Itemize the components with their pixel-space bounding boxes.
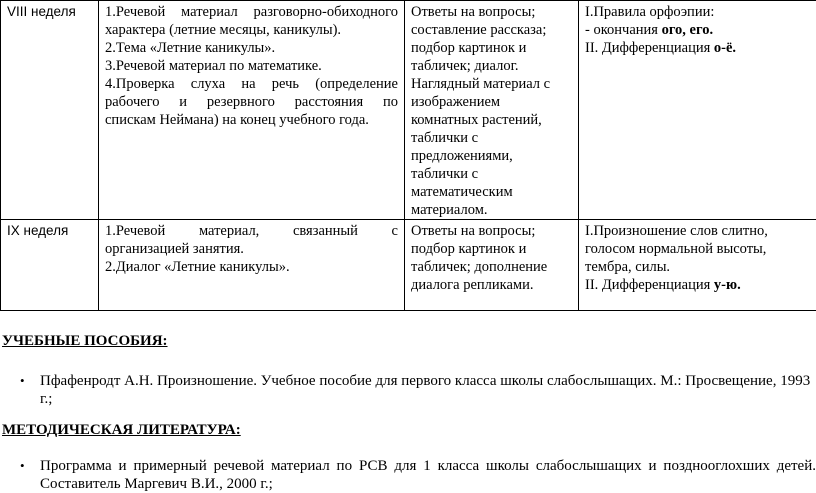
material-line: характера (летние месяцы, каникулы). bbox=[105, 21, 398, 39]
pronunciation-line bbox=[585, 21, 810, 39]
list-item-line: Составитель Маргевич В.И., 2000 г.; bbox=[40, 475, 816, 493]
material-cell bbox=[99, 220, 405, 311]
activity-line: диалога репликами. bbox=[411, 276, 572, 294]
activity-line: подбор картинок и bbox=[411, 240, 572, 258]
activity-line: комнатных растений, bbox=[411, 111, 572, 129]
list-item-line: Пфафенродт А.Н. Произношение. Учебное пособие для первого класса школы слабослышащих. М.: Просвещение, 1993 bbox=[40, 372, 816, 390]
pronunciation-text: II. Дифференциация bbox=[585, 277, 714, 293]
pronunciation-line bbox=[585, 276, 810, 294]
week-cell: IX неделя bbox=[1, 220, 99, 311]
activity-line: математическим bbox=[411, 183, 572, 201]
literature-heading: МЕТОДИЧЕСКАЯ ЛИТЕРАТУРА: bbox=[2, 421, 241, 439]
pronunciation-line: голосом нормальной высоты, bbox=[585, 240, 810, 258]
material-line: 4.Проверка слуха на речь (определение bbox=[105, 75, 398, 93]
material-cell bbox=[99, 1, 405, 220]
pronunciation-bold: ого, его. bbox=[662, 22, 714, 38]
activity-line: предложениями, bbox=[411, 147, 572, 165]
activity-line: составление рассказа; bbox=[411, 21, 572, 39]
activity-cell bbox=[405, 220, 579, 311]
activity-line: материалом. bbox=[411, 201, 572, 219]
textbooks-heading: УЧЕБНЫЕ ПОСОБИЯ: bbox=[2, 332, 168, 350]
activity-line: таблички с bbox=[411, 129, 572, 147]
pronunciation-text: II. Дифференциация bbox=[585, 40, 714, 56]
list-item-line: г.; bbox=[40, 390, 816, 408]
list-item-text bbox=[40, 457, 816, 493]
pronunciation-line bbox=[585, 39, 810, 57]
material-line: спискам Неймана) на конец учебного года. bbox=[105, 111, 398, 129]
list-item-line: Программа и примерный речевой материал по РСВ для 1 класса школы слабослышащих и позднооглохших детей. bbox=[40, 457, 816, 475]
material-line: рабочего и резервного расстояния по bbox=[105, 93, 398, 111]
list-item-text bbox=[40, 372, 816, 408]
material-line: 1.Речевой материал разговорно-обиходного bbox=[105, 3, 398, 21]
activity-line: изображением bbox=[411, 93, 572, 111]
pronunciation-text: - окончания bbox=[585, 22, 662, 38]
pronunciation-line: тембра, силы. bbox=[585, 258, 810, 276]
pronunciation-bold: о-ё. bbox=[714, 40, 736, 56]
activity-line: Наглядный материал с bbox=[411, 75, 572, 93]
activity-cell bbox=[405, 1, 579, 220]
material-line: 2.Диалог «Летние каникулы». bbox=[105, 258, 398, 276]
pronunciation-line: I.Правила орфоэпии: bbox=[585, 3, 810, 21]
bullet-icon: • bbox=[20, 372, 25, 390]
bullet-icon: • bbox=[20, 457, 25, 475]
table-row bbox=[1, 1, 816, 220]
activity-line: табличек; диалог. bbox=[411, 57, 572, 75]
week-cell: VIII неделя bbox=[1, 1, 99, 220]
pronunciation-cell bbox=[579, 220, 816, 311]
material-line: 3.Речевой материал по математике. bbox=[105, 57, 398, 75]
activity-line: Ответы на вопросы; bbox=[411, 222, 572, 240]
table-row bbox=[1, 220, 816, 311]
pronunciation-bold: у-ю. bbox=[714, 277, 741, 293]
pronunciation-cell bbox=[579, 1, 816, 220]
pronunciation-line: I.Произношение слов слитно, bbox=[585, 222, 810, 240]
material-line: 1.Речевой материал, связанный с bbox=[105, 222, 398, 240]
activity-line: Ответы на вопросы; bbox=[411, 3, 572, 21]
material-line: 2.Тема «Летние каникулы». bbox=[105, 39, 398, 57]
material-line: организацией занятия. bbox=[105, 240, 398, 258]
activity-line: подбор картинок и bbox=[411, 39, 572, 57]
activity-line: таблички с bbox=[411, 165, 572, 183]
activity-line: табличек; дополнение bbox=[411, 258, 572, 276]
